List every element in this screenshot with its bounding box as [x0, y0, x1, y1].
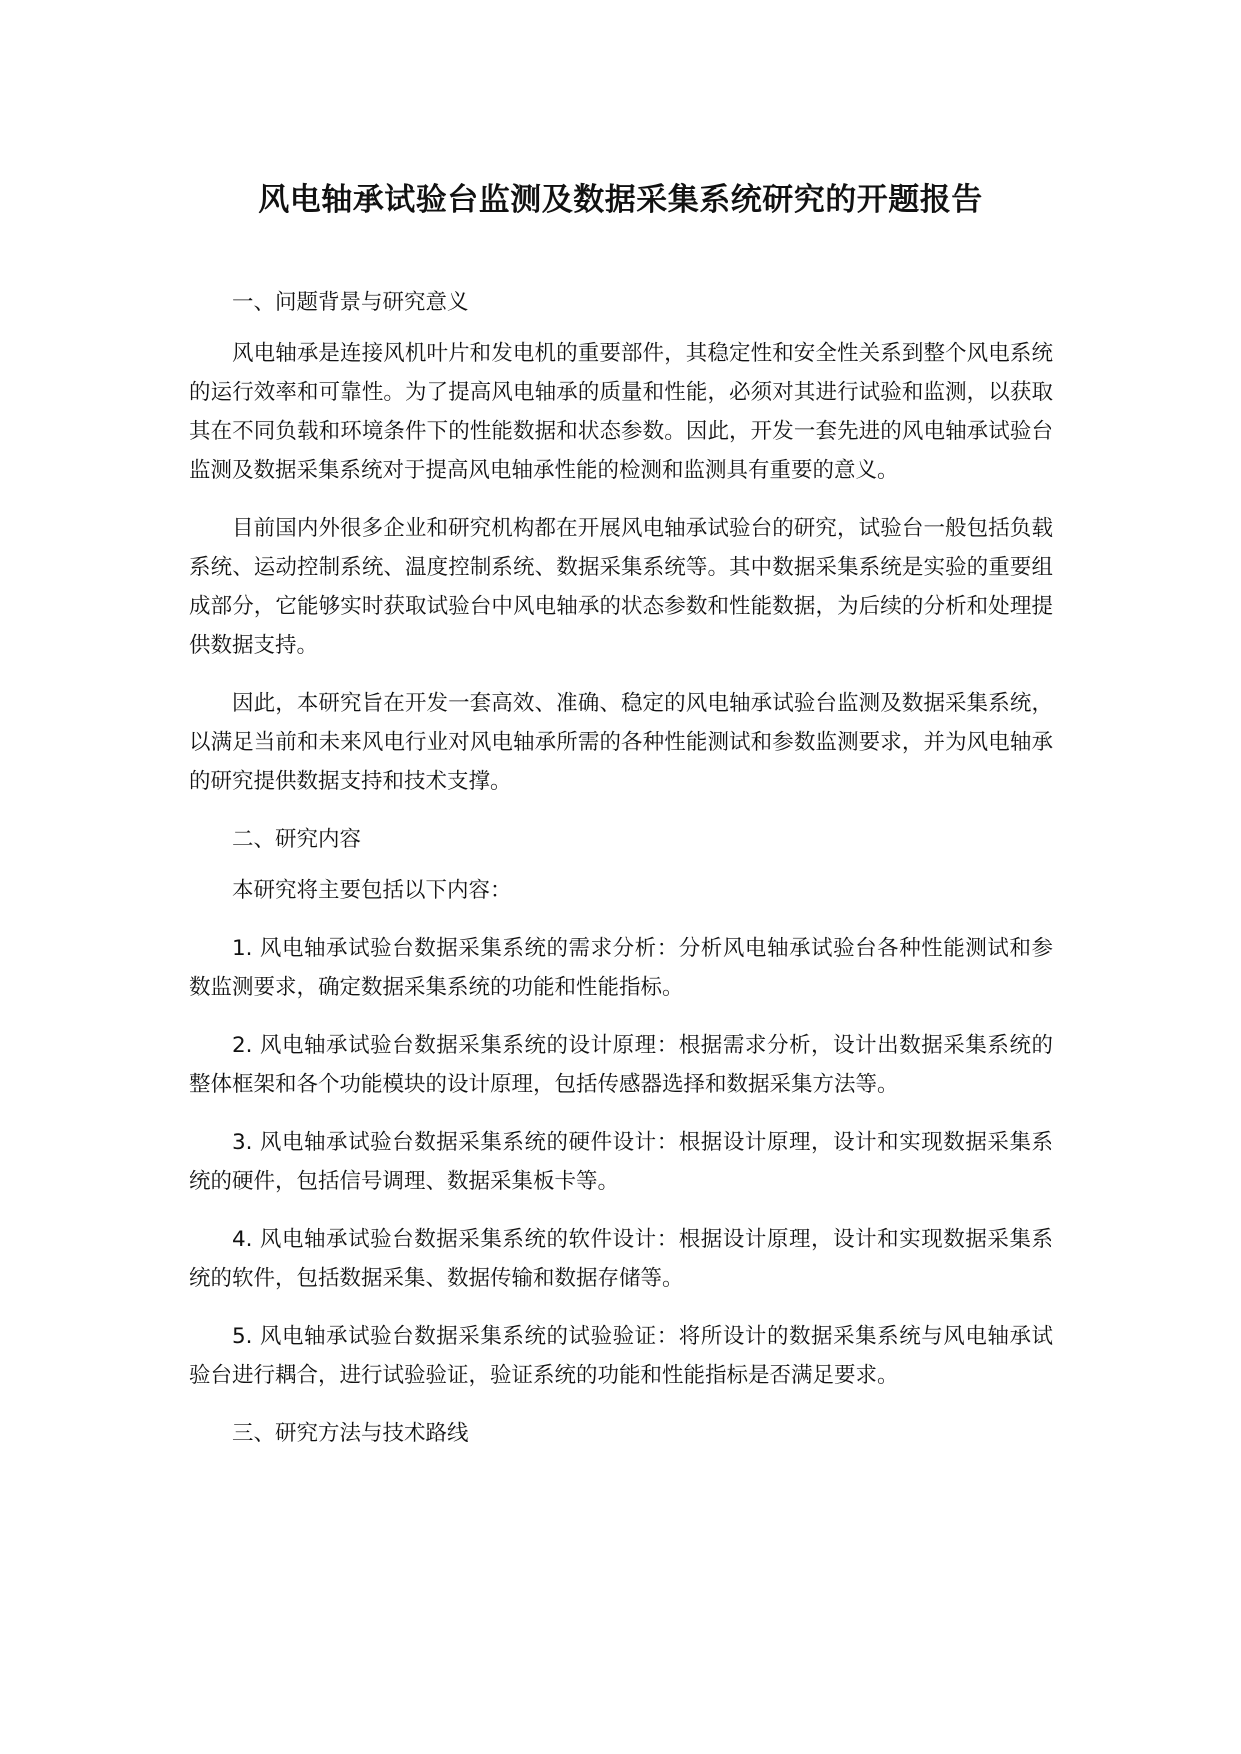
list-item: 5. 风电轴承试验台数据采集系统的试验验证：将所设计的数据采集系统与风电轴承试验台进行耦合，进行试验验证，验证系统的功能和性能指标是否满足要求。 [189, 1324, 1053, 1388]
list-item: 4. 风电轴承试验台数据采集系统的软件设计：根据设计原理，设计和实现数据采集系统的软件，包括数据采集、数据传输和数据存储等。 [189, 1227, 1053, 1291]
paragraph-intro: 本研究将主要包括以下内容： [232, 878, 512, 903]
list-item: 2. 风电轴承试验台数据采集系统的设计原理：根据需求分析，设计出数据采集系统的整体框架和各个功能模块的设计原理，包括传感器选择和数据采集方法等。 [189, 1033, 1053, 1097]
paragraph: 目前国内外很多企业和研究机构都在开展风电轴承试验台的研究，试验台一般包括负载系统、运动控制系统、温度控制系统、数据采集系统等。其中数据采集系统是实验的重要组成部分，它能够实时获取试验台中风电轴承的状态参数和性能数据，为后续的分析和处理提供数据支持。 [189, 516, 1053, 658]
section-heading-content: 二、研究内容 [232, 827, 362, 852]
paragraph: 因此，本研究旨在开发一套高效、准确、稳定的风电轴承试验台监测及数据采集系统，以满足当前和未来风电行业对风电轴承所需的各种性能测试和参数监测要求，并为风电轴承的研究提供数据支持和技术支撑。 [189, 691, 1053, 794]
list-item: 1. 风电轴承试验台数据采集系统的需求分析：分析风电轴承试验台各种性能测试和参数监测要求，确定数据采集系统的功能和性能指标。 [189, 936, 1053, 1000]
section-heading-background: 一、问题背景与研究意义 [232, 290, 469, 315]
list-item: 3. 风电轴承试验台数据采集系统的硬件设计：根据设计原理，设计和实现数据采集系统的硬件，包括信号调理、数据采集板卡等。 [189, 1130, 1053, 1194]
paragraph: 风电轴承是连接风机叶片和发电机的重要部件，其稳定性和安全性关系到整个风电系统的运行效率和可靠性。为了提高风电轴承的质量和性能，必须对其进行试验和监测，以获取其在不同负载和环境条件下的性能数据和状态参数。因此，开发一套先进的风电轴承试验台监测及数据采集系统对于提高风电轴承性能的检测和监测具有重要的意义。 [189, 341, 1053, 483]
document-body [189, 283, 1053, 1465]
section-heading-methods: 三、研究方法与技术路线 [232, 1421, 469, 1446]
document-title: 风电轴承试验台监测及数据采集系统研究的开题报告 [258, 182, 983, 218]
